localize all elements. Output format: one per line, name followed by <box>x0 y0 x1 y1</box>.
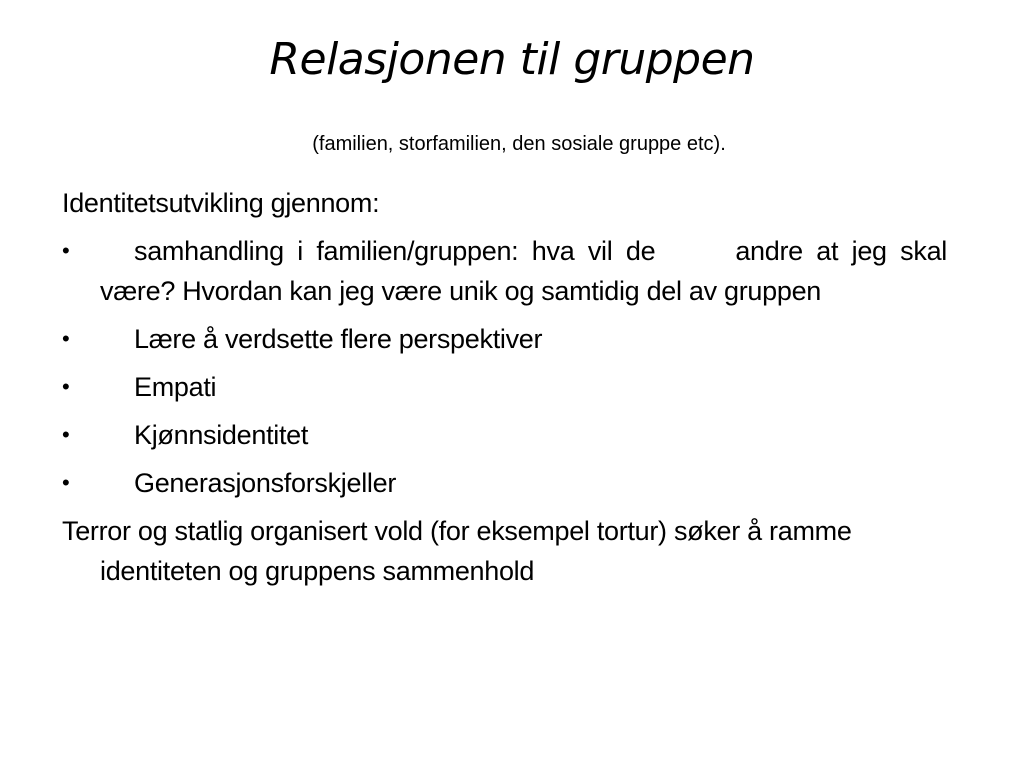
bullet-text: Generasjonsforskjeller <box>134 468 397 498</box>
bullet-text-part-2: andre at jeg skal være? Hvordan kan jeg være unik og samtidig del av gruppen <box>100 236 947 306</box>
bullet-item <box>62 231 947 311</box>
closing-text: Terror og statlig organisert vold (for eksempel tortur) søker å ramme identiteten og gruppens sammenhold <box>62 516 852 586</box>
bullet-marker: • <box>62 326 70 351</box>
bullet-item <box>62 367 947 407</box>
bullet-marker: • <box>62 238 70 263</box>
slide-body <box>62 183 947 591</box>
bullet-marker: • <box>62 374 70 399</box>
intro-text: Identitetsutvikling gjennom: <box>62 188 380 218</box>
bullet-text: Lære å verdsette flere perspektiver <box>134 324 543 354</box>
bullet-item <box>62 319 947 359</box>
bullet-text: Kjønnsidentitet <box>134 420 309 450</box>
bullet-text: Empati <box>134 372 217 402</box>
bullet-item <box>62 463 947 503</box>
bullet-text-part-1: samhandling i familien/gruppen: hva vil de <box>134 236 656 266</box>
bullet-item <box>62 415 947 455</box>
bullet-marker: • <box>62 422 70 447</box>
slide-title: Relasjonen til gruppen <box>269 34 755 85</box>
slide-subtitle: (familien, storfamilien, den sosiale gruppe etc). <box>312 133 726 155</box>
bullet-marker: • <box>62 470 70 495</box>
